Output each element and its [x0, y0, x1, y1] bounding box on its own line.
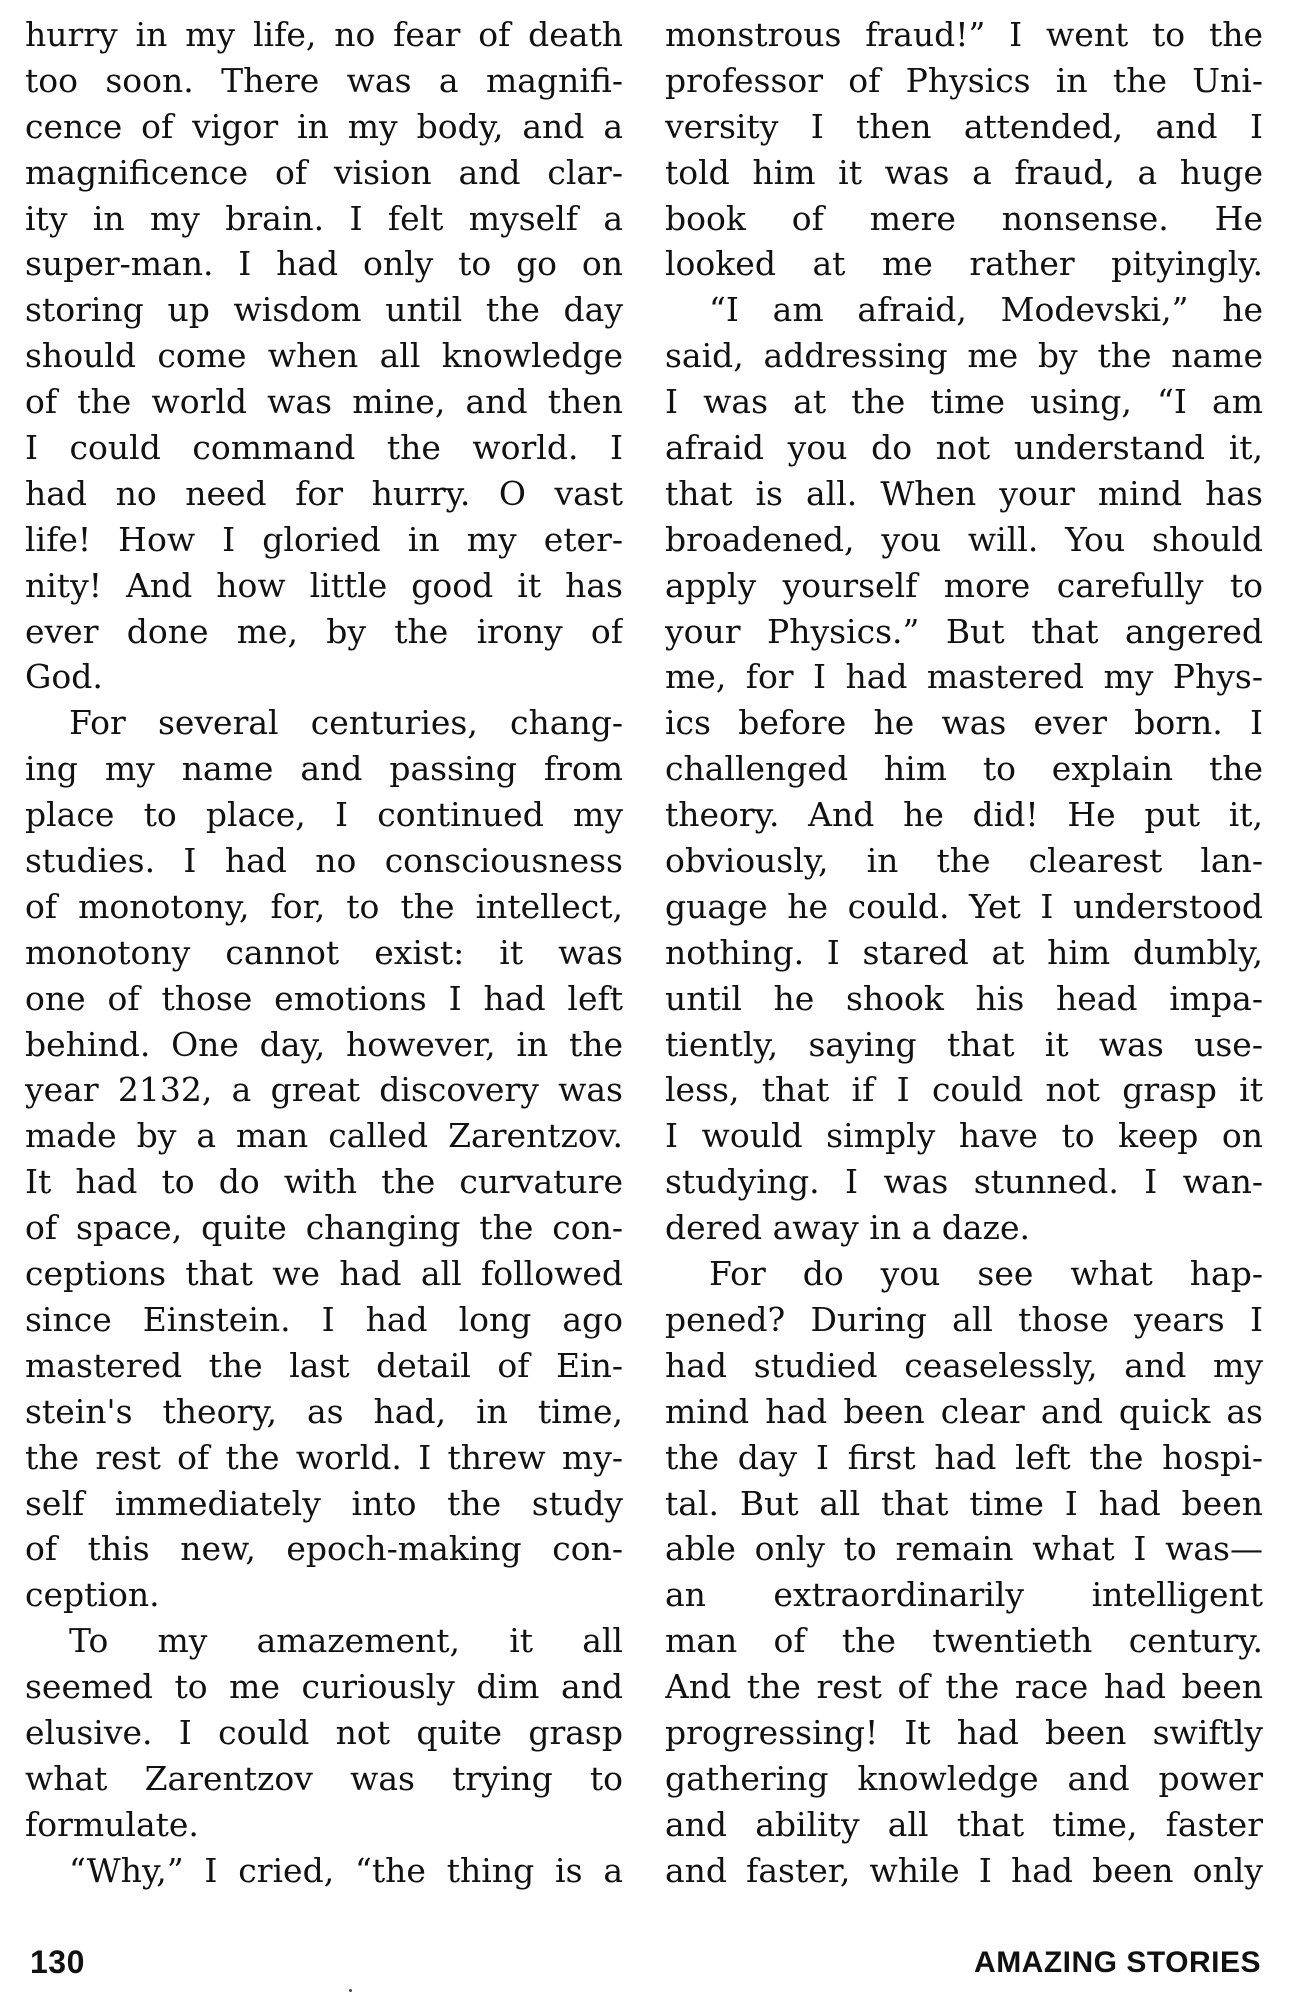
text-line: should come when all knowledge	[25, 336, 623, 376]
text-line: ception.	[25, 1575, 160, 1615]
text-line: elusive. I could not quite grasp	[25, 1712, 623, 1752]
text-line: ics before he was ever born. I	[665, 703, 1263, 743]
text-line: guage he could. Yet I understood	[665, 886, 1263, 926]
text-line: ity in my brain. I felt myself a	[25, 198, 623, 238]
text-line: studying. I was stunned. I wan-	[665, 1162, 1263, 1202]
text-line: made by a man called Zarentzov.	[25, 1116, 623, 1156]
text-line: storing up wisdom until the day	[25, 290, 623, 330]
text-line: versity I then attended, and I	[665, 106, 1263, 146]
text-line: man of the twentieth century.	[665, 1621, 1263, 1661]
text-line: and faster, while I had been only	[665, 1850, 1263, 1890]
text-line: an extraordinarily intelligent	[665, 1575, 1263, 1615]
text-line: the day I first had left the hospi-	[665, 1437, 1263, 1477]
text-line: stein's theory, as had, in time,	[25, 1391, 623, 1431]
text-line: For do you see what hap-	[709, 1254, 1263, 1294]
right-text-column	[665, 12, 1263, 1894]
text-line: hurry in my life, no fear of death	[25, 15, 623, 54]
text-line: It had to do with the curvature	[25, 1162, 623, 1202]
text-line: super-man. I had only to go on	[25, 244, 623, 284]
text-line: of this new, epoch-making con-	[25, 1529, 623, 1569]
text-line: challenged him to explain the	[665, 749, 1263, 789]
text-line: said, addressing me by the name	[665, 336, 1263, 376]
text-line: what Zarentzov was trying to	[25, 1758, 623, 1798]
text-line: had no need for hurry. O vast	[25, 473, 623, 513]
text-line: until he shook his head impa-	[665, 978, 1263, 1018]
text-line: And the rest of the race had been	[665, 1667, 1263, 1707]
text-line: of space, quite changing the con-	[25, 1208, 623, 1248]
text-line: me, for I had mastered my Phys-	[665, 657, 1263, 697]
text-line: apply yourself more carefully to	[665, 565, 1263, 605]
running-head: AMAZING STORIES	[974, 1946, 1261, 1979]
text-line: “Why,” I cried, “the thing is a	[69, 1850, 623, 1890]
text-line: too soon. There was a magnifi-	[25, 60, 623, 100]
text-line: formulate.	[25, 1804, 199, 1844]
text-line: of monotony, for, to the intellect,	[25, 886, 623, 926]
text-line: gathering knowledge and power	[665, 1758, 1263, 1798]
text-line: less, that if I could not grasp it	[665, 1070, 1263, 1110]
text-line: behind. One day, however, in the	[25, 1024, 623, 1064]
text-line: seemed to me curiously dim and	[25, 1667, 623, 1707]
text-line: your Physics.” But that angered	[665, 611, 1263, 651]
text-line: life! How I gloried in my eter-	[25, 519, 623, 559]
text-line: monotony cannot exist: it was	[25, 932, 623, 972]
text-line: “I am afraid, Modevski,” he	[709, 290, 1263, 330]
text-line: tiently, saying that it was use-	[665, 1024, 1263, 1064]
text-line: monstrous fraud!” I went to the	[665, 15, 1263, 54]
text-line: broadened, you will. You should	[665, 519, 1263, 559]
text-line: dered away in a daze.	[665, 1208, 1030, 1248]
text-line: theory. And he did! He put it,	[665, 795, 1263, 835]
text-line: God.	[25, 657, 103, 697]
text-line: the rest of the world. I threw my-	[25, 1437, 623, 1477]
text-line: cence of vigor in my body, and a	[25, 106, 623, 146]
text-line: To my amazement, it all	[69, 1621, 623, 1661]
text-line: mastered the last detail of Ein-	[25, 1345, 623, 1385]
text-line: looked at me rather pityingly.	[665, 244, 1263, 284]
text-line: professor of Physics in the Uni-	[665, 60, 1263, 100]
page-number: 130	[30, 1944, 85, 1980]
text-line: able only to remain what I was—	[665, 1529, 1263, 1569]
text-line: I was at the time using, “I am	[665, 382, 1263, 422]
text-line: studies. I had no consciousness	[25, 841, 623, 881]
text-line: For several centuries, chang-	[69, 703, 623, 743]
left-text-column	[25, 12, 623, 1894]
text-line: I would simply have to keep on	[665, 1116, 1263, 1156]
text-line: had studied ceaselessly, and my	[665, 1345, 1263, 1385]
text-line: magnificence of vision and clar-	[25, 152, 623, 192]
text-line: nity! And how little good it has	[25, 565, 623, 605]
text-line: one of those emotions I had left	[25, 978, 623, 1018]
text-line: pened? During all those years I	[665, 1299, 1263, 1339]
text-line: afraid you do not understand it,	[665, 428, 1263, 468]
text-line: ceptions that we had all followed	[25, 1254, 623, 1294]
text-line: book of mere nonsense. He	[665, 198, 1263, 238]
text-line: told him it was a fraud, a huge	[665, 152, 1263, 192]
text-line: mind had been clear and quick as	[665, 1391, 1263, 1431]
text-line: I could command the world. I	[25, 428, 623, 468]
text-line: self immediately into the study	[25, 1483, 623, 1523]
text-line: that is all. When your mind has	[665, 473, 1263, 513]
text-line: ever done me, by the irony of	[25, 611, 623, 651]
print-speck	[349, 1989, 352, 1992]
text-line: place to place, I continued my	[25, 795, 623, 835]
text-line: obviously, in the clearest lan-	[665, 841, 1263, 881]
text-line: progressing! It had been swiftly	[665, 1712, 1263, 1752]
text-line: ing my name and passing from	[25, 749, 623, 789]
text-line: tal. But all that time I had been	[665, 1483, 1263, 1523]
text-line: and ability all that time, faster	[665, 1804, 1263, 1844]
text-line: of the world was mine, and then	[25, 382, 623, 422]
text-line: year 2132, a great discovery was	[25, 1070, 623, 1110]
text-line: since Einstein. I had long ago	[25, 1299, 623, 1339]
text-line: nothing. I stared at him dumbly,	[665, 932, 1263, 972]
